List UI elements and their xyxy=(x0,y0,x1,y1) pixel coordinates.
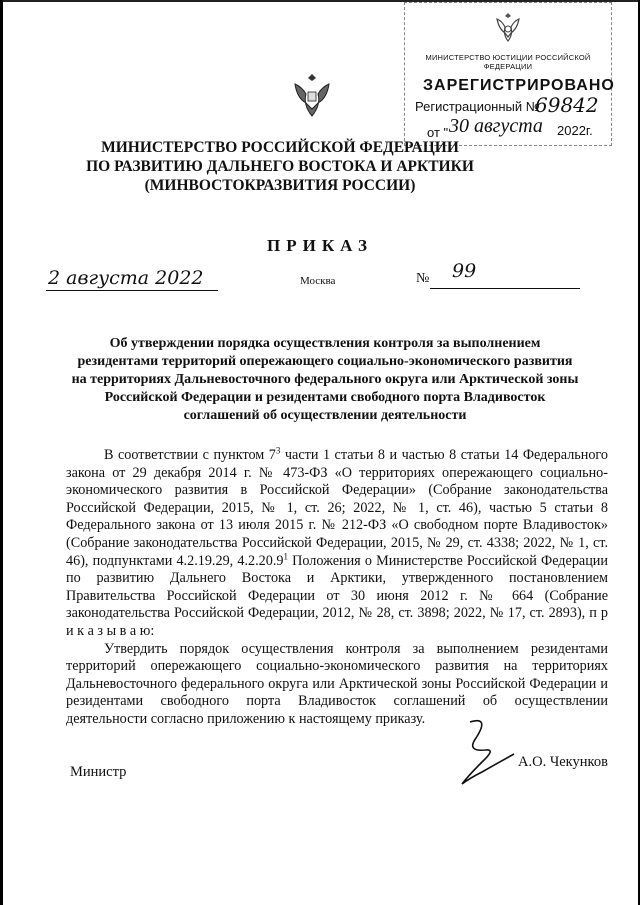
subject-line-3: на территориях Дальневосточного федерального округа или Арктической зоны xyxy=(71,372,579,387)
stamp-reg-number: 69842 xyxy=(535,93,599,117)
number-underline xyxy=(430,288,580,289)
stamp-eagle-icon xyxy=(493,9,523,45)
order-subject xyxy=(60,335,590,425)
order-title: ПРИКАЗ xyxy=(267,236,373,255)
stamp-date-label: от " xyxy=(427,125,449,140)
registration-stamp xyxy=(404,2,615,146)
order-number: 99 xyxy=(452,260,477,282)
stamp-date-year: 2022г. xyxy=(557,123,593,138)
signer-position: Министр xyxy=(70,764,127,780)
header-line-1: МИНИСТЕРСТВО РОССИЙСКОЙ ФЕДЕРАЦИИ xyxy=(101,139,459,156)
stamp-ministry: МИНИСТЕРСТВО ЮСТИЦИИ РОССИЙСКОЙ ФЕДЕРАЦИИ xyxy=(425,53,591,71)
date-underline xyxy=(46,290,218,291)
handwritten-signature xyxy=(440,712,520,792)
stamp-date-value: 30 августа xyxy=(449,115,543,137)
subject-line-2: резидентами территорий опережающего социально-экономического развития xyxy=(77,354,573,369)
scan-edge-left xyxy=(0,0,3,905)
subject-line-1: Об утверждении порядка осуществления контроля за выполнением xyxy=(109,336,541,351)
body-paragraph-2: Утвердить порядок осуществления контроля за выполнением резидентами территорий опережающего социально-экономического развития на территориях Дальневосточного федерального округа или Арктической зоны Российской Федерации и резидентами свободного порта Владивосток соглашений об осуществлении деятельности согласно приложению к настоящему приказу. xyxy=(66,640,608,727)
stamp-reg-label: Регистрационный № xyxy=(415,99,540,114)
subject-line-5: соглашений об осуществлении деятельности xyxy=(183,408,467,423)
order-date: 2 августа 2022 xyxy=(48,267,204,289)
header-line-2: ПО РАЗВИТИЮ ДАЛЬНЕГО ВОСТОКА И АРКТИКИ xyxy=(86,158,474,175)
subject-line-4: Российской Федерации и резидентами свободного порта Владивосток xyxy=(104,390,546,405)
body-paragraph-1: В соответствии с пунктом $7^3$ части 1 статьи 8 и частью 8 статьи 14 Федерального закона от 29 декабря 2014 г. № 473-ФЗ «О территориях опережающего социально-экономического развития в Российской Федерации» (Собрание законодательства Российской Федерации, 2015, № 1, ст. 26; 2022, № 1, ст. 46), частью 5 статьи 8 Федерального закона от 13 июля 2015 г. № 212-ФЗ «О свободном порте Владивосток» (Собрание законодательства Российской Федерации, 2015, № 29, ст. 4338; 2022, № 1, ст. 46), подпунктами 4.2.19.29, 4.2.20.9$^1$ Положения о Министерстве Российской Федерации по развитию Дальнего Востока и Арктики, утвержденного постановлением Правительства Российской Федерации от 30 июня 2012 г. № 664 (Собрание законодательства Российской Федерации, 2012, № 28, ст. 3898; 2022, № 17, ст. 2893), п р и к а з ы в а ю: xyxy=(66,445,608,639)
order-city: Москва xyxy=(300,275,336,287)
order-body xyxy=(66,447,608,729)
header-line-3: (МИНВОСТОКРАЗВИТИЯ РОССИИ) xyxy=(144,177,416,194)
signer-name: А.О. Чекунков xyxy=(518,754,608,770)
stamp-registered: ЗАРЕГИСТРИРОВАНО xyxy=(423,77,615,94)
ministry-header xyxy=(80,138,480,195)
order-number-label: № xyxy=(416,271,430,286)
state-emblem-icon xyxy=(292,72,332,120)
